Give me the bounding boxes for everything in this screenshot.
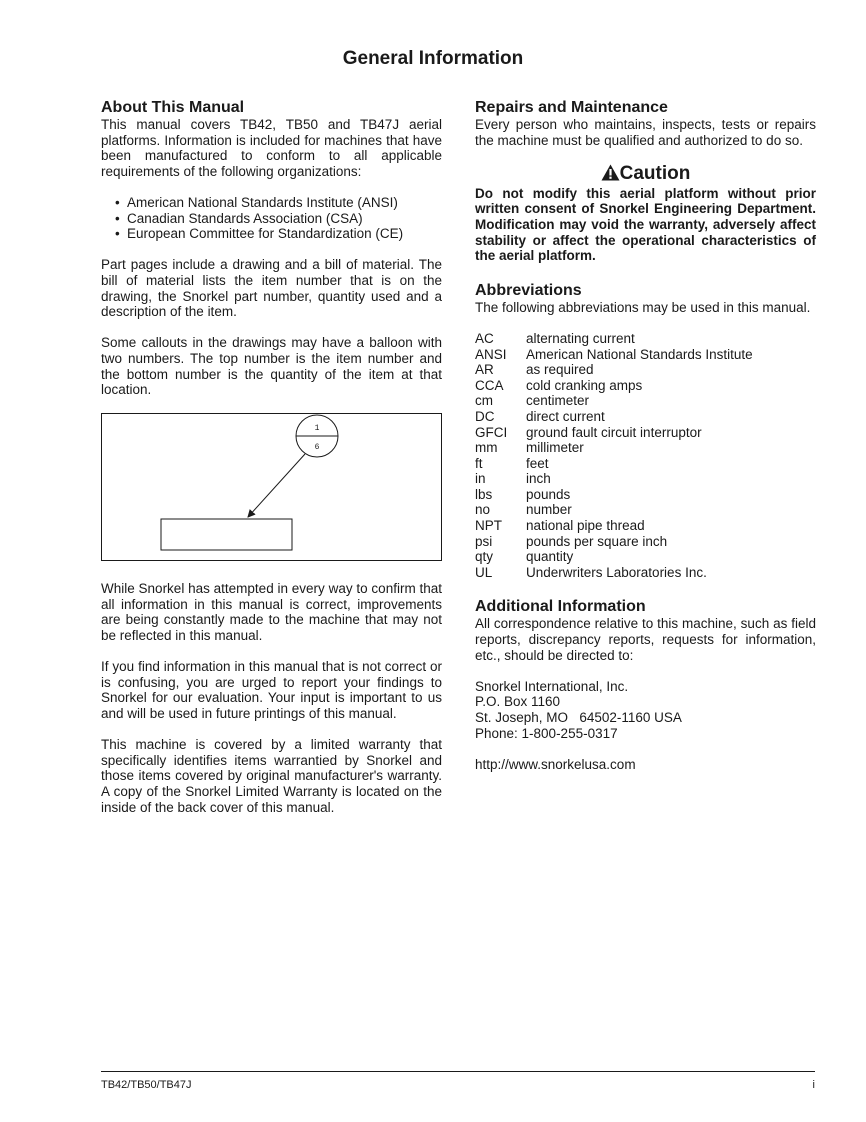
- table-row: [475, 549, 753, 565]
- callouts-paragraph: Some callouts in the drawings may have a balloon with two numbers. The top number is the item number and the bottom number is the quantity of the item at that location.: [101, 335, 442, 398]
- abbreviation-code: lbs: [475, 486, 493, 502]
- table-row: [475, 487, 753, 503]
- abbreviation-meaning: feet: [526, 455, 549, 471]
- table-row: [475, 362, 753, 378]
- contact-address: [475, 679, 816, 741]
- part-box: [161, 519, 292, 550]
- zip-country: 64502-1160 USA: [579, 710, 682, 725]
- balloon-quantity: 6: [314, 443, 320, 453]
- page-title: General Information: [342, 48, 524, 69]
- abbreviation-code: CCA: [475, 377, 504, 393]
- abbreviations-table: [475, 331, 753, 581]
- abbreviations-heading: Abbreviations: [475, 281, 582, 299]
- city-state: St. Joseph, MO: [475, 710, 569, 725]
- abbreviation-code: AC: [475, 330, 494, 346]
- abbreviation-code: ANSI: [475, 346, 507, 362]
- about-intro: This manual covers TB42, TB50 and TB47J aerial platforms. Information is included for machines that have been manufactured to conform to all applicable requirements of the following organizations:: [101, 117, 442, 179]
- abbreviations-intro: The following abbreviations may be used in this manual.: [475, 299, 811, 315]
- warranty-paragraph: This machine is covered by a limited warranty that specifically identifies items warrantied by Snorkel and those items covered by original manufacturer's warranty. A copy of the Snorkel Limited Warranty is located on the inside of the back cover of this manual.: [101, 737, 442, 815]
- abbreviation-meaning: Underwriters Laboratories Inc.: [526, 564, 707, 580]
- repairs-heading: Repairs and Maintenance: [475, 99, 668, 116]
- table-row: [475, 409, 753, 425]
- abbreviation-meaning: American National Standards Institute: [526, 346, 753, 362]
- abbreviation-meaning: alternating current: [526, 330, 635, 346]
- abbreviation-code: NPT: [475, 518, 502, 534]
- abbreviation-meaning: ground fault circuit interruptor: [526, 424, 702, 440]
- additional-heading: Additional Information: [475, 598, 646, 616]
- table-row: [475, 565, 753, 581]
- abbreviation-code: psi: [475, 533, 493, 549]
- footer-divider: [101, 1071, 815, 1072]
- table-row: [475, 518, 753, 534]
- abbreviation-meaning: pounds: [526, 486, 571, 502]
- footer-models: TB42/TB50/TB47J: [101, 1079, 192, 1091]
- abbreviation-code: in: [475, 471, 486, 487]
- abbreviation-code: DC: [475, 408, 495, 424]
- caution-paragraph: Do not modify this aerial platform without prior written consent of Snorkel Engineering Department. Modification may void the warranty, adversely affect stability or affect the operational characteristics of the aerial platform.: [475, 185, 816, 264]
- abbreviation-meaning: millimeter: [526, 440, 584, 456]
- table-row: [475, 425, 753, 441]
- abbreviation-code: cm: [475, 393, 493, 409]
- abbreviation-code: GFCI: [475, 424, 508, 440]
- caution-label: Caution: [619, 162, 691, 184]
- abbreviation-meaning: cold cranking amps: [526, 377, 643, 393]
- abbreviation-code: ft: [475, 455, 483, 471]
- table-row: [475, 378, 753, 394]
- po-box: P.O. Box 1160: [475, 694, 561, 710]
- abbreviations-table-body: [475, 331, 753, 581]
- table-row: [475, 331, 753, 347]
- leader-arrow: [248, 454, 305, 517]
- repairs-paragraph: Every person who maintains, inspects, tests or repairs the machine must be qualified and authorized to do so.: [475, 117, 816, 148]
- footer-page-number: i: [812, 1079, 815, 1091]
- table-row: [475, 456, 753, 472]
- abbreviation-meaning: number: [526, 502, 572, 518]
- table-row: [475, 440, 753, 456]
- abbreviation-meaning: as required: [526, 362, 594, 378]
- about-heading: About This Manual: [101, 99, 245, 116]
- additional-paragraph: All correspondence relative to this machine, such as field reports, discrepancy reports, requests for information, etc., should be directed to:: [475, 616, 816, 663]
- abbreviation-code: no: [475, 502, 491, 518]
- abbreviation-meaning: national pipe thread: [526, 518, 645, 534]
- phone-number: Phone: 1-800-255-0317: [475, 725, 618, 741]
- callout-diagram: [101, 413, 442, 561]
- abbreviation-code: UL: [475, 564, 493, 580]
- list-item: • European Committee for Standardization (CE): [115, 226, 442, 242]
- callout-diagram-svg: [102, 414, 441, 560]
- table-row: [475, 471, 753, 487]
- left-column: [101, 99, 442, 831]
- website-link[interactable]: http://www.snorkelusa.com: [475, 756, 636, 772]
- list-item: • Canadian Standards Association (CSA): [115, 211, 442, 227]
- part-pages-paragraph: Part pages include a drawing and a bill of material. The bill of material lists the item number that is on the drawing, the Snorkel part number, quantity used and a description of the item.: [101, 257, 442, 320]
- abbreviation-code: qty: [475, 549, 494, 565]
- table-row: [475, 502, 753, 518]
- abbreviation-meaning: inch: [526, 471, 551, 487]
- abbreviation-meaning: direct current: [526, 408, 605, 424]
- right-column: [475, 99, 816, 788]
- table-row: [475, 393, 753, 409]
- table-row: [475, 534, 753, 550]
- report-paragraph: If you find information in this manual that is not correct or is confusing, you are urged to report your findings to Snorkel for our evaluation. Your input is important to us and will be used in future printings of this manual.: [101, 659, 442, 722]
- balloon-item-number: 1: [314, 424, 320, 434]
- abbreviation-code: mm: [475, 440, 498, 456]
- organizations-list: [101, 195, 442, 242]
- abbreviation-meaning: centimeter: [526, 393, 590, 409]
- caution-title: [475, 164, 816, 186]
- abbreviation-meaning: pounds per square inch: [526, 533, 668, 549]
- table-row: [475, 347, 753, 363]
- list-item: • American National Standards Institute (ANSI): [115, 195, 442, 211]
- abbreviation-code: AR: [475, 362, 494, 378]
- confirm-paragraph: While Snorkel has attempted in every way to confirm that all information in this manual is correct, improvements are being constantly made to the machine that may not be reflected in this manual.: [101, 581, 442, 644]
- abbreviation-meaning: quantity: [526, 549, 574, 565]
- company-name: Snorkel International, Inc.: [475, 678, 629, 694]
- warning-triangle-icon: [601, 164, 620, 186]
